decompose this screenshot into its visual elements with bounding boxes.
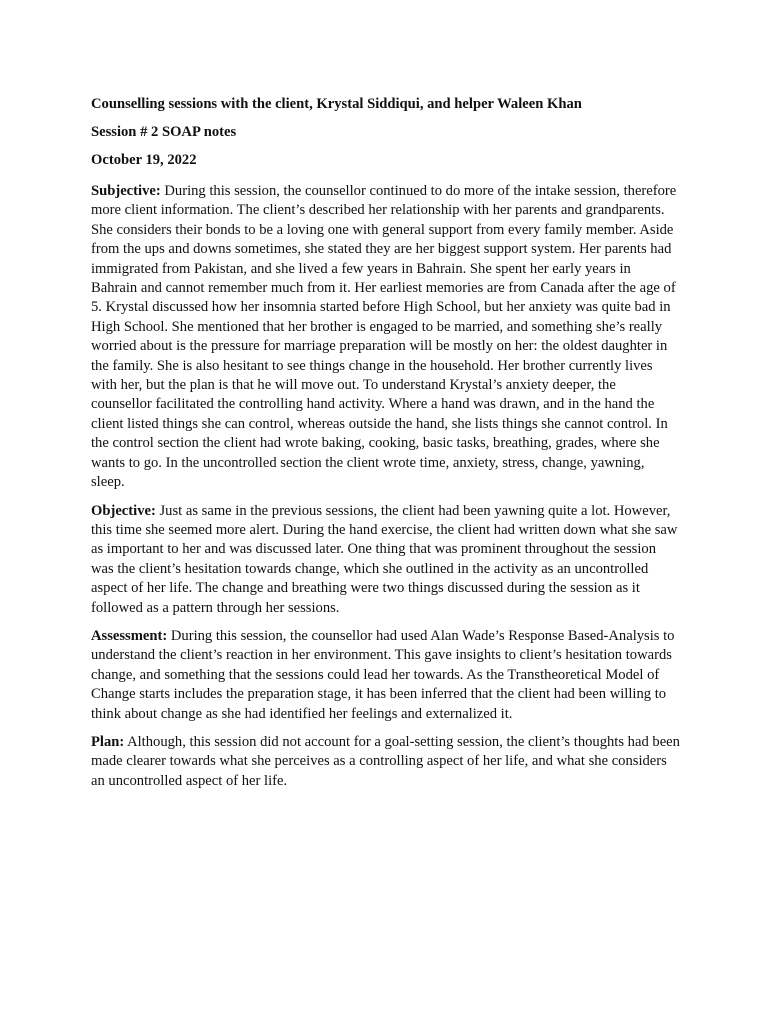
document-title: Counselling sessions with the client, Krystal Siddiqui, and helper Waleen Khan <box>91 96 582 112</box>
assessment-label: Assessment: <box>91 627 168 644</box>
assessment-text: During this session, the counsellor had used Alan Wade’s Response Based-Analysis to understand the client’s reaction in her environment. This gave insights to client’s hesitation towards change, and something that the sessions could lead her towards. As the Transtheoretical Model of Change starts includes the preparation stage, it has been inferred that the client had been willing to think about change as she had identified her feelings and externalized it. <box>91 627 675 722</box>
subjective-section <box>91 182 680 493</box>
session-date: October 19, 2022 <box>91 152 197 168</box>
objective-label: Objective: <box>91 502 156 519</box>
objective-text: Just as same in the previous sessions, the client had been yawning quite a lot. However, this time she seemed more alert. During the hand exercise, the client had written down what she saw as important to her and was discussed later. One thing that was prominent throughout the session was the client’s hesitation towards change, which she outlined in the activity as an uncontrolled aspect of her life. The change and breathing were two things discussed during the session as it followed as a pattern through her sessions. <box>91 502 678 616</box>
subjective-label: Subjective: <box>91 183 161 199</box>
session-label: Session # 2 SOAP notes <box>91 124 237 140</box>
plan-section <box>91 733 680 791</box>
plan-label: Plan: <box>91 733 125 750</box>
objective-section <box>91 502 680 618</box>
subjective-text: During this session, the counsellor continued to do more of the intake session, therefore more client information. The client’s described her relationship with her parents and grandparents. She considers their bonds to be a loving one with general support from every family member. Aside from the ups and downs sometimes, she stated they are her biggest support system. Her parents had immigrated from Pakistan, and she lived a few years in Bahrain. She spent her early years in Bahrain and cannot remember much from it. Her earliest memories are from Canada after the age of 5. Krystal discussed how her insomnia started before High School, but her anxiety was quite bad in High School. She mentioned that her brother is engaged to be married, and something she’s really worried about is the pressure for marriage preparation will be mostly on her: the oldest daughter in the family. She is also hesitant to see things change in the household. Her brother currently lives with her, but the plan is that he will move out. To understand Krystal’s anxiety deeper, the counsellor facilitated the controlling hand activity. Where a hand was drawn, and in the hand the client listed things she can control, whereas outside the hand, she lists things she cannot control. In the control section the client had wrote baking, cooking, basic tasks, breathing, grades, where she wants to go. In the uncontrolled section the client wrote time, anxiety, stress, change, yawning, sleep. <box>91 183 677 491</box>
plan-text: Although, this session did not account for a goal-setting session, the client’s thoughts had been made clearer towards what she perceives as a controlling aspect of her life, and what she considers an uncontrolled aspect of her life. <box>91 733 680 789</box>
assessment-section <box>91 627 680 724</box>
